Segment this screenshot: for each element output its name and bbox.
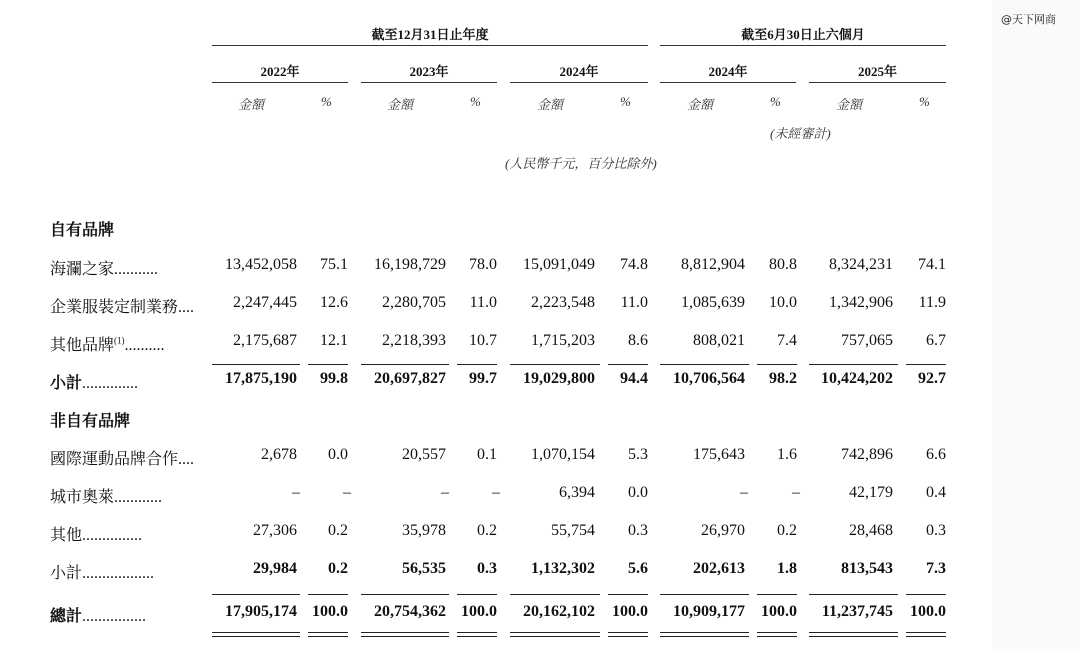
- table-rule: [906, 632, 946, 633]
- row-label-text: 海瀾之家: [50, 261, 115, 278]
- table-cell: 1,342,906: [829, 294, 893, 311]
- row-label: [50, 332, 165, 355]
- section-title: 非自有品牌: [50, 413, 131, 430]
- table-cell: 0.3: [628, 522, 648, 539]
- table-cell: 0.2: [328, 560, 348, 577]
- table-cell: 8.6: [628, 332, 648, 349]
- table-cell: 1.6: [777, 446, 797, 463]
- table-cell: 2,678: [261, 446, 297, 463]
- subtotal-label: [50, 370, 138, 393]
- table-cell: 92.7: [918, 370, 946, 387]
- period-half-year: 截至6月30日止六個月: [741, 27, 865, 42]
- table-cell: 29,984: [253, 560, 297, 577]
- period-rule: [660, 45, 946, 46]
- section-title: 自有品牌: [50, 222, 115, 239]
- table-cell: –: [492, 484, 500, 501]
- year-rule: [510, 82, 648, 83]
- table-cell: 2,175,687: [233, 332, 297, 349]
- row-label-text: 其他品牌: [50, 337, 115, 354]
- table-cell: 0.2: [328, 522, 348, 539]
- year-rule: [212, 82, 348, 83]
- year-header: 2024年: [708, 64, 748, 79]
- total-label: [50, 603, 146, 626]
- row-label: [50, 256, 158, 279]
- table-cell: 20,754,362: [374, 603, 446, 620]
- leader-dots: ............: [114, 489, 163, 506]
- table-cell: 80.8: [769, 256, 797, 273]
- table-cell: 5.3: [628, 446, 648, 463]
- table-cell: 7.3: [926, 560, 946, 577]
- table-rule: [757, 632, 797, 633]
- leader-dots: ..............: [82, 375, 139, 392]
- table-cell: 42,179: [849, 484, 893, 501]
- table-rule: [308, 594, 348, 595]
- unit-note: (人民幣千元，百分比除外): [505, 156, 657, 171]
- table-rule: [212, 594, 300, 595]
- year-rule: [660, 82, 796, 83]
- pct-header: %: [770, 94, 781, 109]
- row-label-text: 其他: [50, 527, 83, 544]
- table-cell: 100.0: [461, 603, 497, 620]
- table-rule: [906, 594, 946, 595]
- row-label: [50, 294, 194, 317]
- table-rule: [457, 632, 497, 633]
- table-rule: [212, 636, 300, 637]
- year-header: 2022年: [260, 64, 300, 79]
- table-cell: 56,535: [402, 560, 446, 577]
- leader-dots: ..................: [82, 565, 155, 582]
- table-rule: [660, 632, 749, 633]
- table-rule: [308, 636, 348, 637]
- table-cell: 0.3: [477, 560, 497, 577]
- table-cell: 28,468: [849, 522, 893, 539]
- year-rule: [361, 82, 497, 83]
- row-label-text: 企業服裝定制業務: [50, 299, 179, 316]
- amount-header: 金額: [836, 97, 863, 112]
- table-cell: 1,085,639: [681, 294, 745, 311]
- table-cell: 7.4: [777, 332, 797, 349]
- table-rule: [809, 636, 898, 637]
- table-cell: 15,091,049: [523, 256, 595, 273]
- row-label-text: 小計: [50, 375, 83, 392]
- unaudited-note: (未經審計): [770, 126, 831, 141]
- amount-header: 金額: [387, 97, 414, 112]
- table-cell: 742,896: [841, 446, 893, 463]
- right-gutter: [992, 0, 1080, 649]
- leader-dots: ....: [178, 299, 195, 316]
- table-rule: [510, 632, 600, 633]
- table-cell: 10,909,177: [673, 603, 745, 620]
- year-header: 2025年: [857, 64, 897, 79]
- table-rule: [809, 632, 898, 633]
- table-cell: 11,237,745: [821, 603, 893, 620]
- table-cell: 17,875,190: [225, 370, 297, 387]
- table-cell: 0.0: [628, 484, 648, 501]
- table-cell: 10,706,564: [673, 370, 745, 387]
- table-rule: [660, 364, 749, 365]
- table-cell: 1,132,302: [531, 560, 595, 577]
- table-rule: [457, 364, 497, 365]
- table-cell: 27,306: [253, 522, 297, 539]
- table-cell: 55,754: [551, 522, 595, 539]
- amount-header: 金額: [238, 97, 265, 112]
- table-cell: 10,424,202: [821, 370, 893, 387]
- watermark: @天下网商: [1001, 13, 1056, 26]
- table-rule: [212, 364, 300, 365]
- table-cell: –: [343, 484, 351, 501]
- table-rule: [809, 364, 898, 365]
- table-cell: 35,978: [402, 522, 446, 539]
- row-label-text: 總計: [50, 608, 83, 625]
- table-rule: [608, 632, 648, 633]
- table-cell: 0.4: [926, 484, 946, 501]
- row-label-text: 小計: [50, 565, 83, 582]
- table-cell: 13,452,058: [225, 256, 297, 273]
- table-cell: 2,247,445: [233, 294, 297, 311]
- table-cell: 10.7: [469, 332, 497, 349]
- table-cell: 11.9: [918, 294, 946, 311]
- table-cell: 5.6: [628, 560, 648, 577]
- table-cell: 1.8: [777, 560, 797, 577]
- table-rule: [608, 594, 648, 595]
- table-cell: 98.2: [769, 370, 797, 387]
- year-rule: [809, 82, 946, 83]
- amount-header: 金額: [687, 97, 714, 112]
- table-cell: 0.2: [777, 522, 797, 539]
- table-cell: 19,029,800: [523, 370, 595, 387]
- table-cell: 74.8: [620, 256, 648, 273]
- subtotal-label: [50, 560, 154, 583]
- table-cell: 0.0: [328, 446, 348, 463]
- table-rule: [757, 364, 797, 365]
- table-cell: 75.1: [320, 256, 348, 273]
- table-rule: [308, 632, 348, 633]
- table-rule: [608, 364, 648, 365]
- year-header: 2023年: [409, 64, 449, 79]
- table-cell: 12.1: [320, 332, 348, 349]
- table-rule: [212, 632, 300, 633]
- row-label-text: 國際運動品牌合作: [50, 451, 179, 468]
- table-rule: [361, 364, 449, 365]
- table-cell: 17,905,174: [225, 603, 297, 620]
- table-cell: 2,223,548: [531, 294, 595, 311]
- table-cell: 2,280,705: [382, 294, 446, 311]
- leader-dots: ..........: [124, 337, 165, 354]
- leader-dots: ...........: [114, 261, 159, 278]
- leader-dots: ................: [82, 608, 147, 625]
- table-cell: 8,324,231: [829, 256, 893, 273]
- year-header: 2024年: [559, 64, 599, 79]
- pct-header: %: [919, 94, 930, 109]
- table-rule: [608, 636, 648, 637]
- table-cell: 94.4: [620, 370, 648, 387]
- table-rule: [510, 594, 600, 595]
- table-cell: 0.2: [477, 522, 497, 539]
- row-label: [50, 522, 142, 545]
- table-cell: –: [740, 484, 748, 501]
- table-cell: 12.6: [320, 294, 348, 311]
- table-cell: 20,697,827: [374, 370, 446, 387]
- table-rule: [660, 594, 749, 595]
- table-cell: 6.6: [926, 446, 946, 463]
- row-label-text: 城市奧萊: [50, 489, 115, 506]
- table-rule: [757, 594, 797, 595]
- table-cell: 6,394: [559, 484, 595, 501]
- table-cell: 1,715,203: [531, 332, 595, 349]
- table-cell: 6.7: [926, 332, 946, 349]
- table-rule: [361, 632, 449, 633]
- table-cell: 0.3: [926, 522, 946, 539]
- table-cell: 8,812,904: [681, 256, 745, 273]
- table-cell: 175,643: [693, 446, 745, 463]
- table-rule: [510, 364, 600, 365]
- table-rule: [361, 594, 449, 595]
- pct-header: %: [321, 94, 332, 109]
- table-cell: 11.0: [620, 294, 648, 311]
- table-rule: [660, 636, 749, 637]
- table-cell: 100.0: [312, 603, 348, 620]
- table-cell: 808,021: [693, 332, 745, 349]
- pct-header: %: [620, 94, 631, 109]
- table-cell: 813,543: [841, 560, 893, 577]
- table-cell: 99.7: [469, 370, 497, 387]
- period-rule: [212, 45, 648, 46]
- table-cell: –: [792, 484, 800, 501]
- table-rule: [457, 636, 497, 637]
- table-rule: [510, 636, 600, 637]
- table-cell: 74.1: [918, 256, 946, 273]
- leader-dots: ....: [178, 451, 195, 468]
- row-label: [50, 484, 162, 507]
- table-rule: [906, 364, 946, 365]
- table-cell: 26,970: [701, 522, 745, 539]
- table-cell: 78.0: [469, 256, 497, 273]
- table-rule: [809, 594, 898, 595]
- amount-header: 金額: [537, 97, 564, 112]
- table-cell: 100.0: [761, 603, 797, 620]
- table-rule: [361, 636, 449, 637]
- table-cell: 100.0: [910, 603, 946, 620]
- table-cell: 100.0: [612, 603, 648, 620]
- table-cell: –: [292, 484, 300, 501]
- table-cell: 1,070,154: [531, 446, 595, 463]
- table-cell: –: [441, 484, 449, 501]
- table-cell: 0.1: [477, 446, 497, 463]
- table-cell: 757,065: [841, 332, 893, 349]
- table-rule: [906, 636, 946, 637]
- table-rule: [457, 594, 497, 595]
- table-cell: 16,198,729: [374, 256, 446, 273]
- row-label: [50, 446, 194, 469]
- period-full-year: 截至12月31日止年度: [371, 27, 489, 42]
- table-cell: 10.0: [769, 294, 797, 311]
- footnote-marker: (1): [114, 335, 125, 346]
- table-cell: 20,162,102: [523, 603, 595, 620]
- table-cell: 202,613: [693, 560, 745, 577]
- leader-dots: ...............: [82, 527, 143, 544]
- table-cell: 20,557: [402, 446, 446, 463]
- table-cell: 99.8: [320, 370, 348, 387]
- table-cell: 2,218,393: [382, 332, 446, 349]
- table-cell: 11.0: [469, 294, 497, 311]
- table-rule: [757, 636, 797, 637]
- table-rule: [308, 364, 348, 365]
- pct-header: %: [470, 94, 481, 109]
